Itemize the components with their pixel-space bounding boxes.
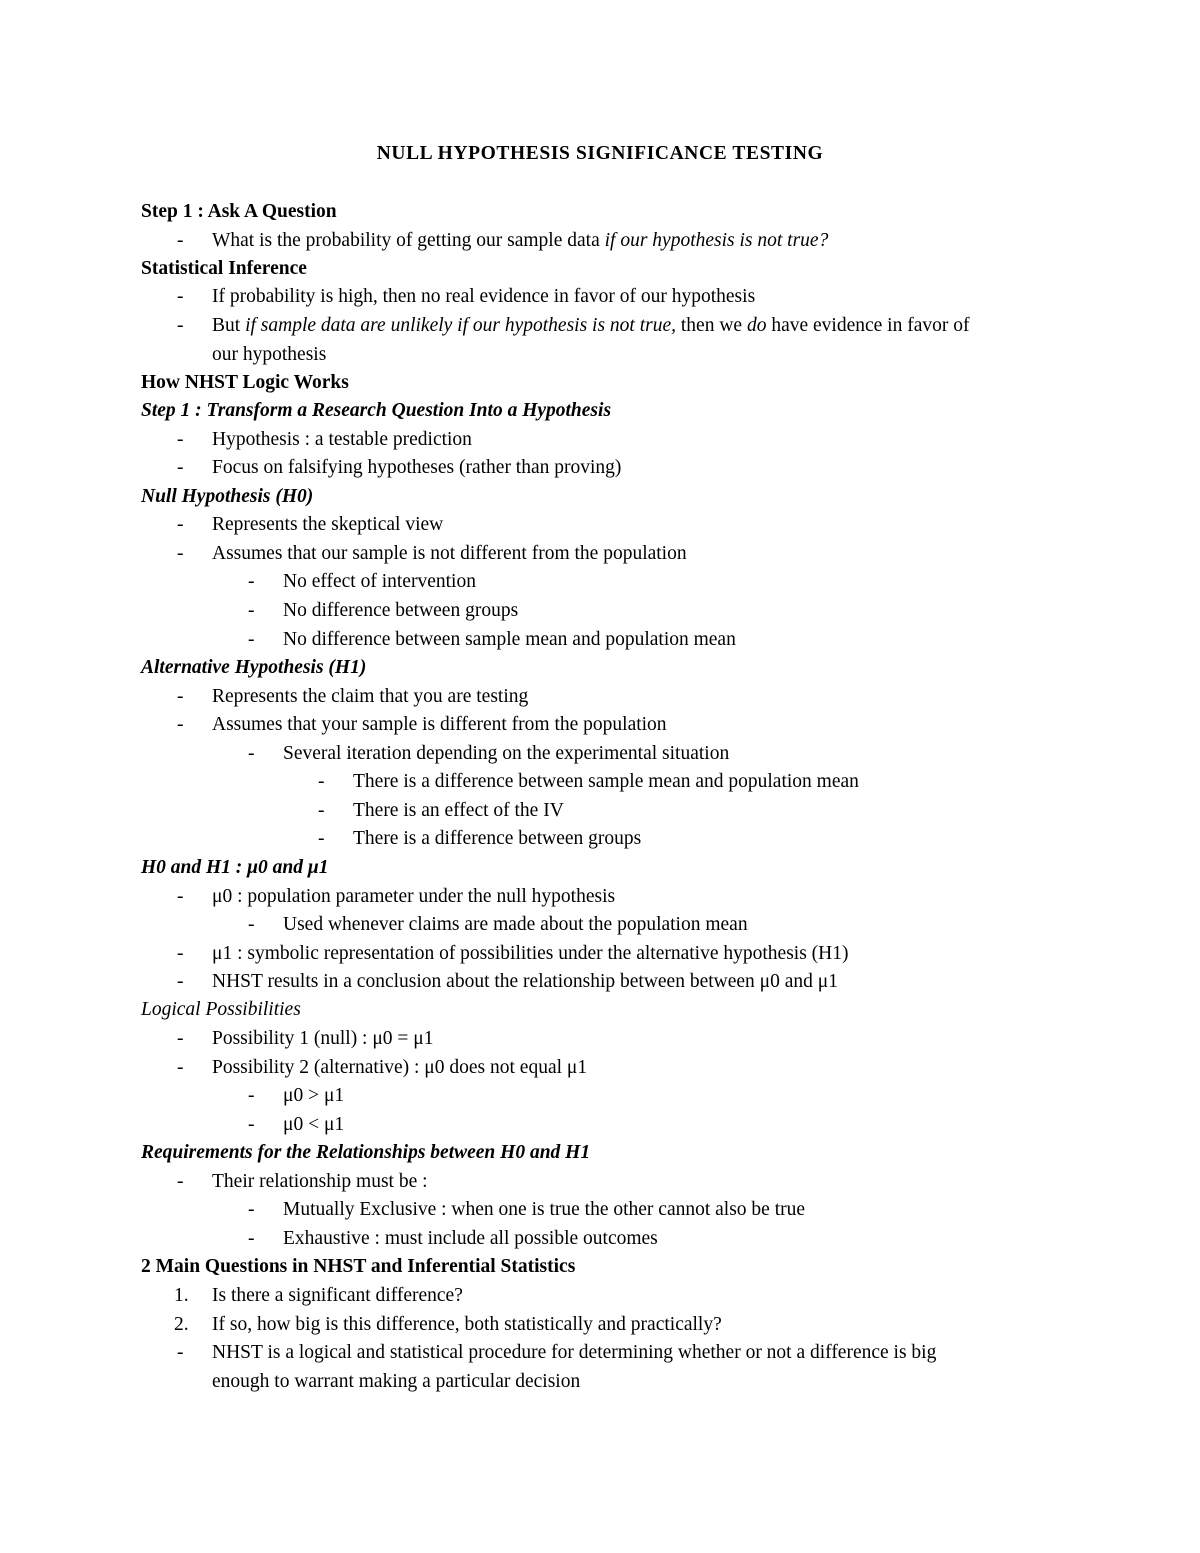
item-number: 2. [174,1314,189,1335]
heading-transform-question: Step 1 : Transform a Research Question Into a Hypothesis [141,400,612,421]
item-text: Several iteration depending on the experimental situation [283,743,730,764]
heading-requirements: Requirements for the Relationships between H0 and H1 [141,1142,591,1163]
heading-statistical-inference: Statistical Inference [141,258,307,279]
sub-list-item [0,1196,1200,1225]
bullet-dash: - [318,771,325,792]
item-text: No effect of intervention [283,571,476,592]
item-text: Possibility 2 (alternative) : μ0 does not equal μ1 [212,1057,588,1078]
list-item [0,1054,1200,1083]
sub-list-item [0,626,1200,655]
sub-list-item [0,1082,1200,1111]
list-item [0,940,1200,969]
list-item [0,683,1200,712]
list-item [0,1339,1200,1368]
document-title: NULL HYPOTHESIS SIGNIFICANCE TESTING [376,143,824,164]
bullet-dash: - [177,971,184,992]
bullet-dash: - [177,315,184,336]
sub-list-item [0,568,1200,597]
bullet-dash: - [177,714,184,735]
numbered-item [0,1282,1200,1311]
item-text: Possibility 1 (null) : μ0 = μ1 [212,1028,434,1049]
item-text: Assumes that your sample is different from the population [212,714,667,735]
item-text: There is a difference between groups [353,828,642,849]
item-text: Exhaustive : must include all possible outcomes [283,1228,658,1249]
heading-null-hypothesis: Null Hypothesis (H0) [141,486,314,507]
item-text: Mutually Exclusive : when one is true the other cannot also be true [283,1199,806,1220]
bullet-dash: - [248,571,255,592]
bullet-dash: - [177,1057,184,1078]
sub-sub-list-item [0,797,1200,826]
bullet-dash: - [177,457,184,478]
bullet-dash: - [177,514,184,535]
list-item [0,283,1200,312]
item-text: enough to warrant making a particular decision [212,1371,581,1392]
bullet-dash: - [248,600,255,621]
list-item [0,968,1200,997]
list-item [0,883,1200,912]
item-text: What is the probability of getting our sample data if our hypothesis is not true? [212,230,829,251]
bullet-dash: - [177,429,184,450]
item-text: But if sample data are unlikely if our hypothesis is not true, then we do have evidence in favor of [212,315,970,336]
bullet-dash: - [177,543,184,564]
list-item [0,540,1200,569]
item-text: NHST results in a conclusion about the relationship between between μ0 and μ1 [212,971,838,992]
list-item [0,426,1200,455]
item-text: μ0 : population parameter under the null hypothesis [212,886,616,907]
heading-alternative-hypothesis: Alternative Hypothesis (H1) [141,657,367,678]
heading-logical-possibilities: Logical Possibilities [141,999,301,1020]
list-item [0,454,1200,483]
bullet-dash: - [248,1199,255,1220]
bullet-dash: - [318,828,325,849]
item-text: Represents the claim that you are testing [212,686,529,707]
list-item [0,1168,1200,1197]
sub-list-item [0,911,1200,940]
list-item-continuation [0,341,1200,370]
item-text: Assumes that our sample is not different from the population [212,543,687,564]
item-text: Hypothesis : a testable prediction [212,429,472,450]
sub-list-item [0,1111,1200,1140]
heading-ask-question: Step 1 : Ask A Question [141,201,337,222]
item-text: There is a difference between sample mean and population mean [353,771,859,792]
bullet-dash: - [248,914,255,935]
heading-h0-h1-mu: H0 and H1 : μ0 and μ1 [141,857,329,878]
bullet-dash: - [248,743,255,764]
list-item [0,1025,1200,1054]
item-text: Represents the skeptical view [212,514,444,535]
numbered-item [0,1311,1200,1340]
bullet-dash: - [248,1228,255,1249]
sub-list-item [0,597,1200,626]
item-text: There is an effect of the IV [353,800,564,821]
bullet-dash: - [177,1028,184,1049]
list-item-continuation [0,1368,1200,1397]
bullet-dash: - [177,686,184,707]
item-text: No difference between sample mean and population mean [283,629,736,650]
sub-list-item [0,1225,1200,1254]
bullet-dash: - [177,886,184,907]
bullet-dash: - [248,1114,255,1135]
item-text: our hypothesis [212,344,327,365]
heading-main-questions: 2 Main Questions in NHST and Inferential Statistics [141,1256,576,1277]
list-item [0,511,1200,540]
bullet-dash: - [177,1171,184,1192]
item-text: μ0 > μ1 [283,1085,345,1106]
bullet-dash: - [177,230,184,251]
bullet-dash: - [177,943,184,964]
list-item [0,711,1200,740]
item-text: μ1 : symbolic representation of possibilities under the alternative hypothesis (H1) [212,943,849,964]
sub-list-item [0,740,1200,769]
item-text: NHST is a logical and statistical procedure for determining whether or not a difference is big [212,1342,937,1363]
item-text: μ0 < μ1 [283,1114,345,1135]
bullet-dash: - [177,1342,184,1363]
bullet-dash: - [248,629,255,650]
item-text: Is there a significant difference? [212,1285,463,1306]
heading-nhst-logic: How NHST Logic Works [141,372,349,393]
bullet-dash: - [177,286,184,307]
list-item [0,227,1200,256]
item-text: If probability is high, then no real evidence in favor of our hypothesis [212,286,756,307]
bullet-dash: - [318,800,325,821]
item-number: 1. [174,1285,189,1306]
item-text: Their relationship must be : [212,1171,428,1192]
item-text: If so, how big is this difference, both statistically and practically? [212,1314,722,1335]
list-item [0,312,1200,341]
sub-sub-list-item [0,825,1200,854]
item-text: Used whenever claims are made about the population mean [283,914,748,935]
sub-sub-list-item [0,768,1200,797]
item-text: No difference between groups [283,600,519,621]
item-text: Focus on falsifying hypotheses (rather than proving) [212,457,622,478]
bullet-dash: - [248,1085,255,1106]
